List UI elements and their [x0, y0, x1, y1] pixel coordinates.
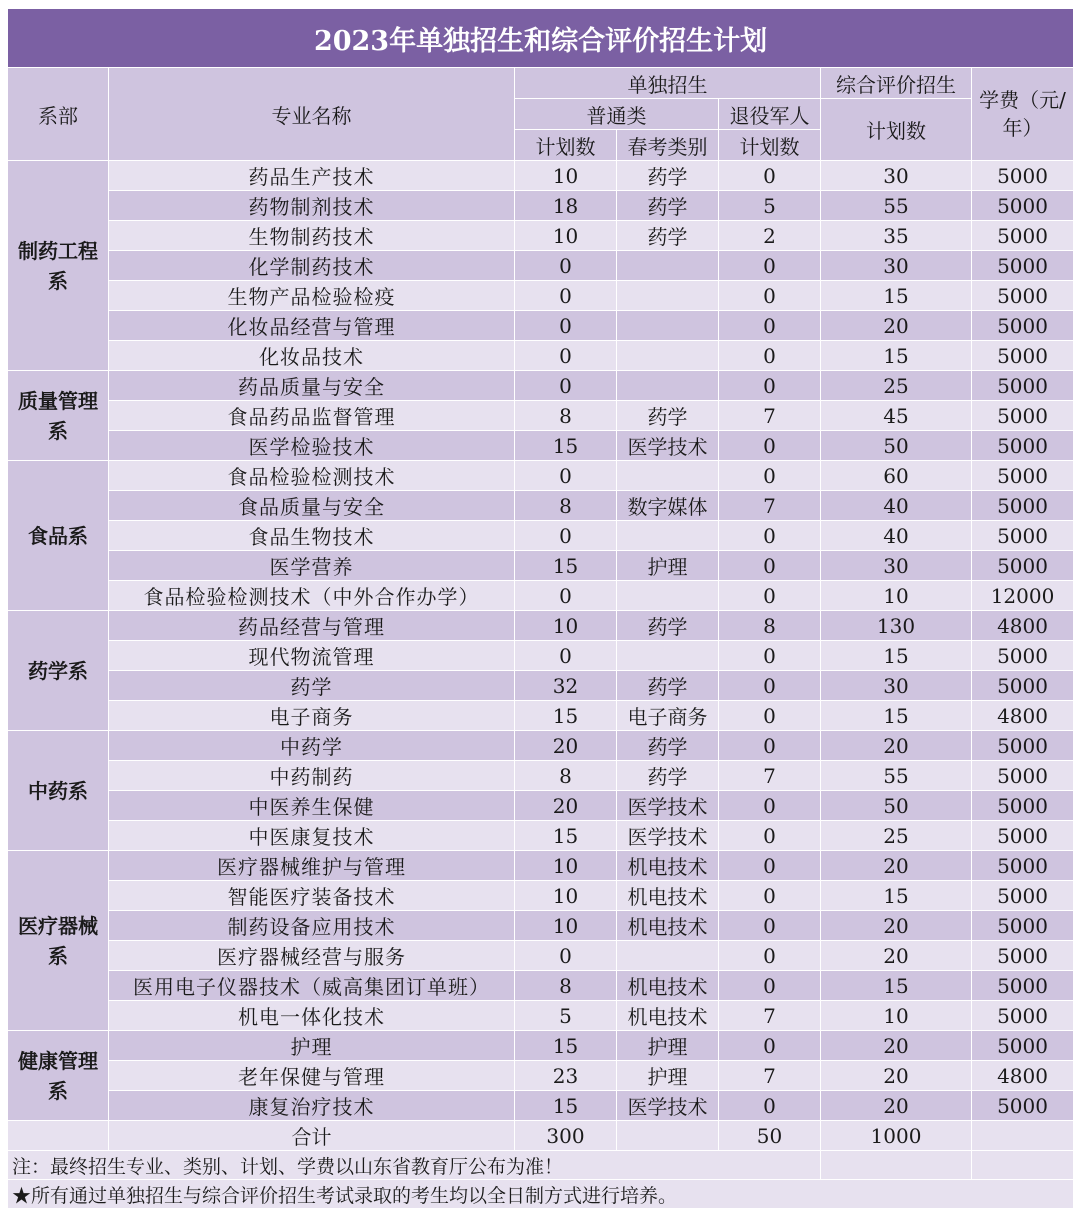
- veteran-plan-cell: 8: [719, 611, 821, 641]
- major-cell: 药品生产技术: [109, 161, 515, 191]
- spring-exam-cell: [617, 371, 719, 401]
- major-cell: 食品检验检测技术（中外合作办学）: [109, 581, 515, 611]
- plan-count-cell: 10: [515, 221, 617, 251]
- note-text: 注：最终招生专业、类别、计划、学费以山东省教育厅公布为准！: [8, 1151, 821, 1180]
- plan-count-cell: 0: [515, 341, 617, 371]
- tuition-cell: 5000: [972, 911, 1074, 941]
- total-comp: 1000: [821, 1121, 972, 1151]
- veteran-plan-cell: 0: [719, 911, 821, 941]
- veteran-plan-cell: 0: [719, 311, 821, 341]
- comprehensive-plan-cell: 40: [821, 491, 972, 521]
- table-row: [8, 971, 1074, 1001]
- spring-exam-cell: [617, 581, 719, 611]
- comprehensive-plan-cell: 60: [821, 461, 972, 491]
- table-row: [8, 371, 1074, 401]
- spring-exam-cell: 机电技术: [617, 911, 719, 941]
- dept-cell: 健康管理系: [8, 1031, 109, 1121]
- tuition-cell: 5000: [972, 251, 1074, 281]
- comprehensive-plan-cell: 25: [821, 821, 972, 851]
- tuition-cell: 5000: [972, 941, 1074, 971]
- note-text: ★所有通过单独招生与综合评价招生考试录取的考生均以全日制方式进行培养。: [8, 1180, 1074, 1209]
- comprehensive-plan-cell: 15: [821, 881, 972, 911]
- header-plan-count: 计划数: [515, 130, 617, 161]
- enrollment-plan-table: [7, 8, 1074, 1209]
- comprehensive-plan-cell: 20: [821, 311, 972, 341]
- comprehensive-plan-cell: 45: [821, 401, 972, 431]
- plan-count-cell: 0: [515, 311, 617, 341]
- spring-exam-cell: 机电技术: [617, 851, 719, 881]
- dept-cell: 医疗器械系: [8, 851, 109, 1031]
- plan-count-cell: 10: [515, 881, 617, 911]
- comprehensive-plan-cell: 30: [821, 671, 972, 701]
- spring-exam-cell: [617, 461, 719, 491]
- table-row: [8, 521, 1074, 551]
- major-cell: 机电一体化技术: [109, 1001, 515, 1031]
- plan-count-cell: 10: [515, 911, 617, 941]
- table-row: [8, 671, 1074, 701]
- header-comp-plan: 计划数: [821, 99, 972, 161]
- major-cell: 智能医疗装备技术: [109, 881, 515, 911]
- tuition-cell: 5000: [972, 971, 1074, 1001]
- plan-count-cell: 8: [515, 491, 617, 521]
- table-row: [8, 551, 1074, 581]
- major-cell: 化妆品技术: [109, 341, 515, 371]
- table-row: [8, 431, 1074, 461]
- veteran-plan-cell: 7: [719, 1001, 821, 1031]
- spring-exam-cell: 药学: [617, 731, 719, 761]
- empty-cell: [8, 1121, 109, 1151]
- spring-exam-cell: 电子商务: [617, 701, 719, 731]
- major-cell: 电子商务: [109, 701, 515, 731]
- tuition-cell: 5000: [972, 191, 1074, 221]
- tuition-cell: 5000: [972, 881, 1074, 911]
- comprehensive-plan-cell: 130: [821, 611, 972, 641]
- plan-count-cell: 23: [515, 1061, 617, 1091]
- comprehensive-plan-cell: 20: [821, 851, 972, 881]
- header-veteran-plan: 计划数: [719, 130, 821, 161]
- spring-exam-cell: 药学: [617, 671, 719, 701]
- veteran-plan-cell: 0: [719, 1091, 821, 1121]
- table-row: [8, 1091, 1074, 1121]
- spring-exam-cell: 药学: [617, 161, 719, 191]
- veteran-plan-cell: 0: [719, 791, 821, 821]
- table-row: [8, 911, 1074, 941]
- veteran-plan-cell: 0: [719, 821, 821, 851]
- plan-count-cell: 32: [515, 671, 617, 701]
- plan-count-cell: 0: [515, 281, 617, 311]
- major-cell: 制药设备应用技术: [109, 911, 515, 941]
- veteran-plan-cell: 0: [719, 1031, 821, 1061]
- major-cell: 食品生物技术: [109, 521, 515, 551]
- table-row: [8, 221, 1074, 251]
- tuition-cell: 5000: [972, 521, 1074, 551]
- veteran-plan-cell: 0: [719, 341, 821, 371]
- table-row: [8, 881, 1074, 911]
- table-row: [8, 311, 1074, 341]
- table-row: [8, 491, 1074, 521]
- empty-cell: [972, 1121, 1074, 1151]
- plan-count-cell: 15: [515, 1091, 617, 1121]
- table-row: [8, 1001, 1074, 1031]
- comprehensive-plan-cell: 15: [821, 341, 972, 371]
- header-major: 专业名称: [109, 68, 515, 161]
- table-row: [8, 851, 1074, 881]
- veteran-plan-cell: 0: [719, 461, 821, 491]
- major-cell: 中药学: [109, 731, 515, 761]
- spring-exam-cell: 药学: [617, 761, 719, 791]
- tuition-cell: 5000: [972, 311, 1074, 341]
- spring-exam-cell: [617, 251, 719, 281]
- table-row: [8, 821, 1074, 851]
- dept-cell: 制药工程系: [8, 161, 109, 371]
- total-label: 合计: [109, 1121, 515, 1151]
- table-row: [8, 161, 1074, 191]
- veteran-plan-cell: 7: [719, 1061, 821, 1091]
- veteran-plan-cell: 7: [719, 401, 821, 431]
- plan-count-cell: 15: [515, 1031, 617, 1061]
- veteran-plan-cell: 2: [719, 221, 821, 251]
- plan-count-cell: 8: [515, 971, 617, 1001]
- header-dept: 系部: [8, 68, 109, 161]
- major-cell: 药学: [109, 671, 515, 701]
- tuition-cell: 5000: [972, 221, 1074, 251]
- spring-exam-cell: 医学技术: [617, 431, 719, 461]
- major-cell: 医疗器械经营与服务: [109, 941, 515, 971]
- header-spring-exam: 春考类别: [617, 130, 719, 161]
- plan-count-cell: 15: [515, 701, 617, 731]
- tuition-cell: 5000: [972, 431, 1074, 461]
- plan-count-cell: 0: [515, 581, 617, 611]
- major-cell: 护理: [109, 1031, 515, 1061]
- veteran-plan-cell: 0: [719, 971, 821, 1001]
- spring-exam-cell: 机电技术: [617, 971, 719, 1001]
- comprehensive-plan-cell: 25: [821, 371, 972, 401]
- tuition-cell: 5000: [972, 1031, 1074, 1061]
- major-cell: 食品药品监督管理: [109, 401, 515, 431]
- comprehensive-plan-cell: 50: [821, 431, 972, 461]
- tuition-cell: 5000: [972, 491, 1074, 521]
- plan-count-cell: 0: [515, 641, 617, 671]
- comprehensive-plan-cell: 30: [821, 161, 972, 191]
- spring-exam-cell: 医学技术: [617, 791, 719, 821]
- empty-cell: [821, 1151, 972, 1180]
- note-row: [8, 1151, 1074, 1180]
- tuition-cell: 5000: [972, 791, 1074, 821]
- major-cell: 医学检验技术: [109, 431, 515, 461]
- table-row: [8, 461, 1074, 491]
- table-row: [8, 941, 1074, 971]
- major-cell: 药品经营与管理: [109, 611, 515, 641]
- plan-count-cell: 0: [515, 461, 617, 491]
- spring-exam-cell: 药学: [617, 221, 719, 251]
- tuition-cell: 4800: [972, 611, 1074, 641]
- total-row: [8, 1121, 1074, 1151]
- major-cell: 生物产品检验检疫: [109, 281, 515, 311]
- total-veteran: 50: [719, 1121, 821, 1151]
- veteran-plan-cell: 5: [719, 191, 821, 221]
- comprehensive-plan-cell: 10: [821, 1001, 972, 1031]
- table-title: 2023年单独招生和综合评价招生计划: [8, 9, 1074, 68]
- header-single-enrollment: 单独招生: [515, 68, 821, 99]
- comprehensive-plan-cell: 55: [821, 761, 972, 791]
- plan-count-cell: 0: [515, 371, 617, 401]
- tuition-cell: 5000: [972, 401, 1074, 431]
- major-cell: 医用电子仪器技术（威高集团订单班）: [109, 971, 515, 1001]
- dept-cell: 药学系: [8, 611, 109, 731]
- spring-exam-cell: 医学技术: [617, 821, 719, 851]
- major-cell: 食品质量与安全: [109, 491, 515, 521]
- total-plan: 300: [515, 1121, 617, 1151]
- header-veteran: 退役军人: [719, 99, 821, 130]
- comprehensive-plan-cell: 55: [821, 191, 972, 221]
- note-row: [8, 1180, 1074, 1209]
- spring-exam-cell: 数字媒体: [617, 491, 719, 521]
- plan-count-cell: 20: [515, 791, 617, 821]
- tuition-cell: 5000: [972, 161, 1074, 191]
- empty-cell: [617, 1121, 719, 1151]
- veteran-plan-cell: 0: [719, 851, 821, 881]
- plan-count-cell: 18: [515, 191, 617, 221]
- major-cell: 中医养生保健: [109, 791, 515, 821]
- spring-exam-cell: 医学技术: [617, 1091, 719, 1121]
- major-cell: 食品检验检测技术: [109, 461, 515, 491]
- major-cell: 老年保健与管理: [109, 1061, 515, 1091]
- veteran-plan-cell: 7: [719, 491, 821, 521]
- major-cell: 医疗器械维护与管理: [109, 851, 515, 881]
- tuition-cell: 4800: [972, 1061, 1074, 1091]
- spring-exam-cell: [617, 941, 719, 971]
- spring-exam-cell: 机电技术: [617, 881, 719, 911]
- tuition-cell: 5000: [972, 761, 1074, 791]
- spring-exam-cell: [617, 281, 719, 311]
- table-row: [8, 281, 1074, 311]
- plan-count-cell: 10: [515, 851, 617, 881]
- spring-exam-cell: [617, 311, 719, 341]
- tuition-cell: 5000: [972, 1091, 1074, 1121]
- tuition-cell: 5000: [972, 551, 1074, 581]
- table-row: [8, 1031, 1074, 1061]
- plan-count-cell: 15: [515, 821, 617, 851]
- spring-exam-cell: [617, 341, 719, 371]
- table-row: [8, 611, 1074, 641]
- dept-cell: 质量管理系: [8, 371, 109, 461]
- comprehensive-plan-cell: 10: [821, 581, 972, 611]
- veteran-plan-cell: 0: [719, 161, 821, 191]
- tuition-cell: 5000: [972, 731, 1074, 761]
- comprehensive-plan-cell: 20: [821, 1091, 972, 1121]
- plan-count-cell: 0: [515, 521, 617, 551]
- veteran-plan-cell: 0: [719, 881, 821, 911]
- tuition-cell: 5000: [972, 281, 1074, 311]
- veteran-plan-cell: 0: [719, 251, 821, 281]
- spring-exam-cell: [617, 521, 719, 551]
- major-cell: 中药制药: [109, 761, 515, 791]
- comprehensive-plan-cell: 35: [821, 221, 972, 251]
- spring-exam-cell: 护理: [617, 1061, 719, 1091]
- table-row: [8, 791, 1074, 821]
- empty-cell: [972, 1151, 1074, 1180]
- major-cell: 化学制药技术: [109, 251, 515, 281]
- plan-count-cell: 0: [515, 251, 617, 281]
- spring-exam-cell: 护理: [617, 1031, 719, 1061]
- table-row: [8, 341, 1074, 371]
- comprehensive-plan-cell: 50: [821, 791, 972, 821]
- comprehensive-plan-cell: 15: [821, 701, 972, 731]
- spring-exam-cell: [617, 641, 719, 671]
- tuition-cell: 5000: [972, 671, 1074, 701]
- header-comprehensive: 综合评价招生: [821, 68, 972, 99]
- tuition-cell: 5000: [972, 461, 1074, 491]
- veteran-plan-cell: 0: [719, 941, 821, 971]
- tuition-cell: 5000: [972, 821, 1074, 851]
- comprehensive-plan-cell: 20: [821, 911, 972, 941]
- spring-exam-cell: 药学: [617, 611, 719, 641]
- tuition-cell: 5000: [972, 371, 1074, 401]
- plan-count-cell: 10: [515, 161, 617, 191]
- table-row: [8, 641, 1074, 671]
- major-cell: 医学营养: [109, 551, 515, 581]
- plan-count-cell: 15: [515, 431, 617, 461]
- plan-count-cell: 20: [515, 731, 617, 761]
- tuition-cell: 4800: [972, 701, 1074, 731]
- table-row: [8, 401, 1074, 431]
- veteran-plan-cell: 0: [719, 371, 821, 401]
- comprehensive-plan-cell: 20: [821, 1031, 972, 1061]
- veteran-plan-cell: 0: [719, 581, 821, 611]
- table-row: [8, 581, 1074, 611]
- tuition-cell: 5000: [972, 1001, 1074, 1031]
- table-row: [8, 1061, 1074, 1091]
- header-general: 普通类: [515, 99, 719, 130]
- spring-exam-cell: 药学: [617, 191, 719, 221]
- veteran-plan-cell: 0: [719, 641, 821, 671]
- tuition-cell: 5000: [972, 341, 1074, 371]
- dept-cell: 中药系: [8, 731, 109, 851]
- table-row: [8, 251, 1074, 281]
- veteran-plan-cell: 0: [719, 731, 821, 761]
- tuition-cell: 5000: [972, 851, 1074, 881]
- plan-count-cell: 8: [515, 401, 617, 431]
- major-cell: 中医康复技术: [109, 821, 515, 851]
- table-row: [8, 191, 1074, 221]
- veteran-plan-cell: 0: [719, 551, 821, 581]
- major-cell: 药物制剂技术: [109, 191, 515, 221]
- veteran-plan-cell: 0: [719, 431, 821, 461]
- spring-exam-cell: 机电技术: [617, 1001, 719, 1031]
- comprehensive-plan-cell: 15: [821, 641, 972, 671]
- veteran-plan-cell: 0: [719, 701, 821, 731]
- comprehensive-plan-cell: 15: [821, 971, 972, 1001]
- major-cell: 药品质量与安全: [109, 371, 515, 401]
- table-row: [8, 731, 1074, 761]
- plan-count-cell: 5: [515, 1001, 617, 1031]
- comprehensive-plan-cell: 15: [821, 281, 972, 311]
- major-cell: 现代物流管理: [109, 641, 515, 671]
- tuition-cell: 5000: [972, 641, 1074, 671]
- comprehensive-plan-cell: 20: [821, 941, 972, 971]
- comprehensive-plan-cell: 30: [821, 251, 972, 281]
- veteran-plan-cell: 0: [719, 281, 821, 311]
- plan-count-cell: 0: [515, 941, 617, 971]
- comprehensive-plan-cell: 40: [821, 521, 972, 551]
- plan-count-cell: 10: [515, 611, 617, 641]
- major-cell: 化妆品经营与管理: [109, 311, 515, 341]
- spring-exam-cell: 护理: [617, 551, 719, 581]
- spring-exam-cell: 药学: [617, 401, 719, 431]
- major-cell: 生物制药技术: [109, 221, 515, 251]
- plan-count-cell: 15: [515, 551, 617, 581]
- veteran-plan-cell: 0: [719, 521, 821, 551]
- table-row: [8, 701, 1074, 731]
- dept-cell: 食品系: [8, 461, 109, 611]
- comprehensive-plan-cell: 20: [821, 1061, 972, 1091]
- major-cell: 康复治疗技术: [109, 1091, 515, 1121]
- veteran-plan-cell: 0: [719, 671, 821, 701]
- plan-count-cell: 8: [515, 761, 617, 791]
- comprehensive-plan-cell: 30: [821, 551, 972, 581]
- header-tuition: 学费（元/年）: [972, 68, 1074, 161]
- tuition-cell: 12000: [972, 581, 1074, 611]
- comprehensive-plan-cell: 20: [821, 731, 972, 761]
- table-row: [8, 761, 1074, 791]
- veteran-plan-cell: 7: [719, 761, 821, 791]
